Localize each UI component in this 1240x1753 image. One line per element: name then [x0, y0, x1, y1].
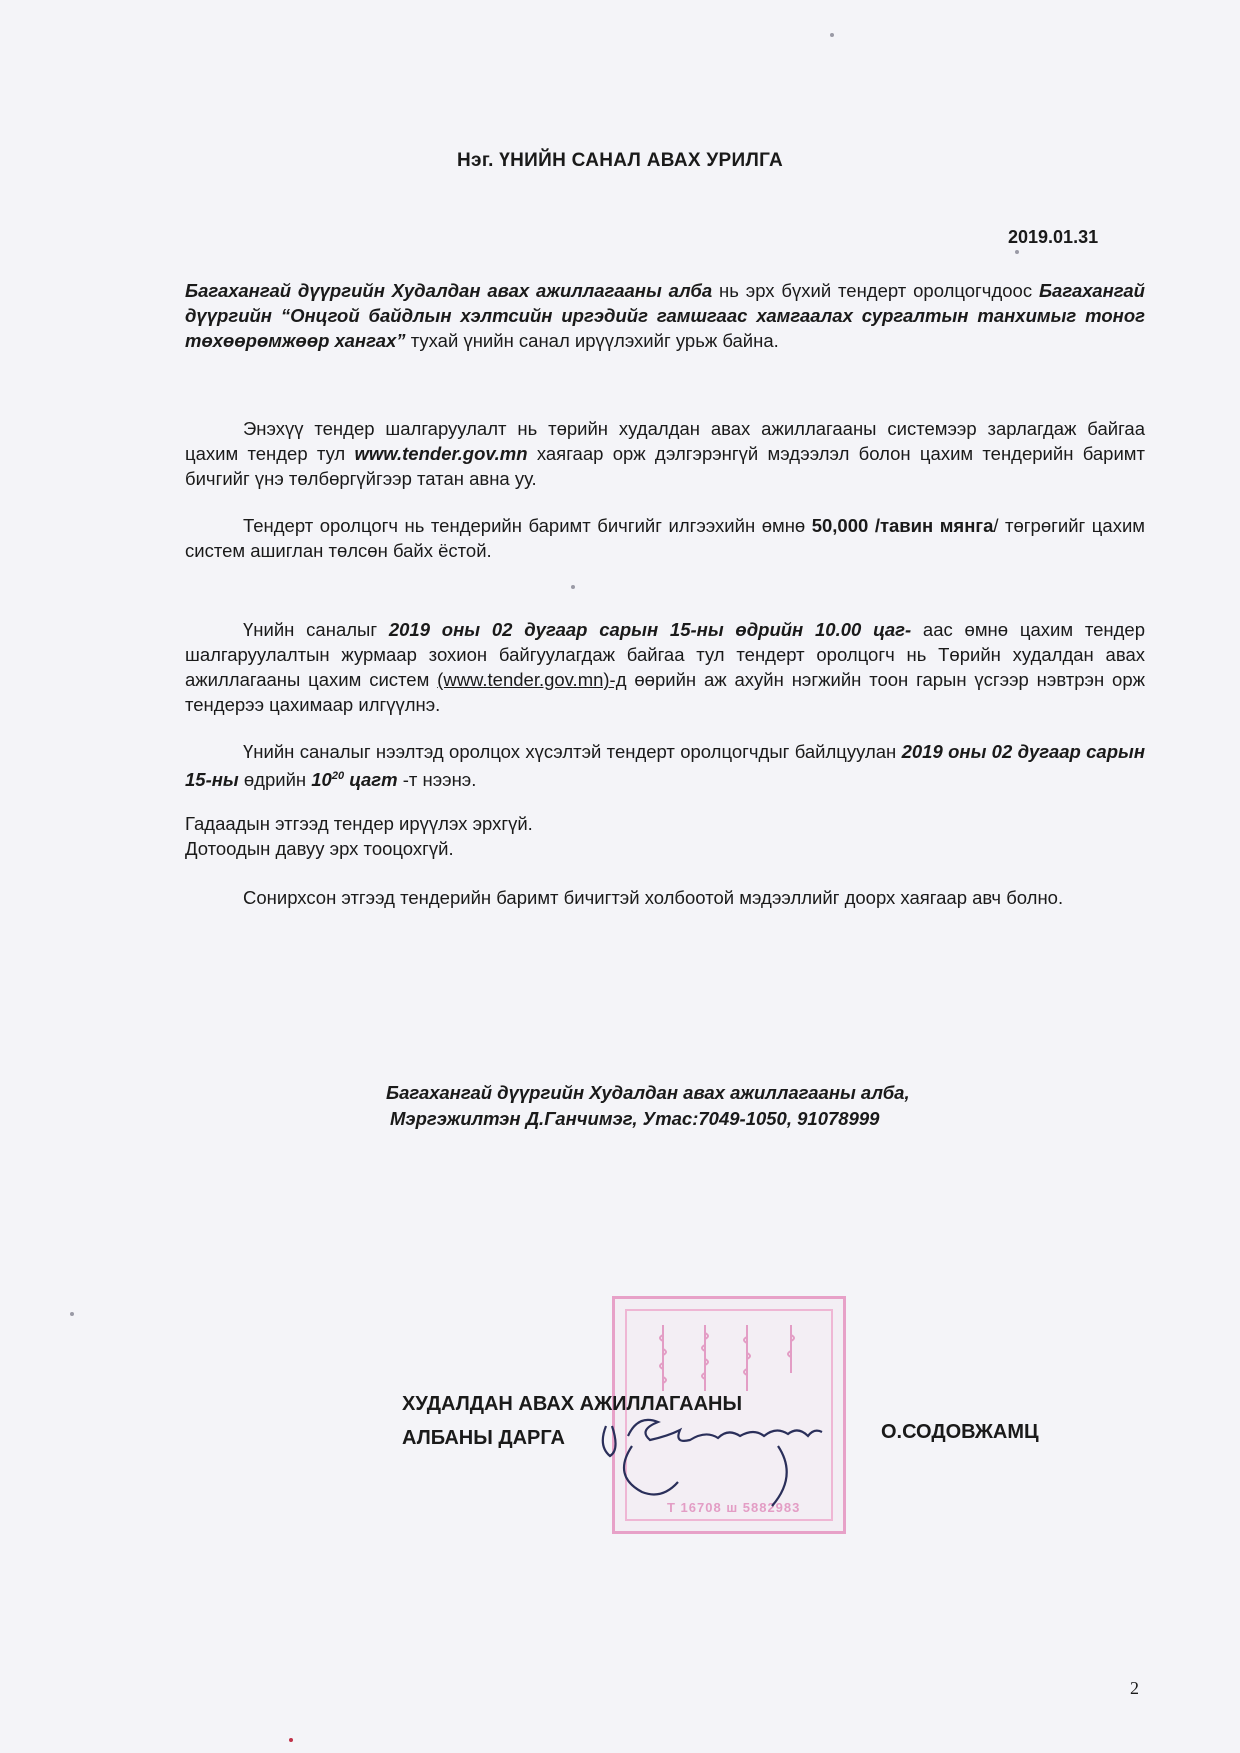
contact-person: Мэргэжилтэн Д.Ганчимэг, Утас:7049-1050, 91078999: [390, 1108, 880, 1129]
opening-paragraph: [185, 739, 1145, 792]
document-title: Нэг. ҮНИЙН САНАЛ АВАХ УРИЛГА: [457, 150, 783, 171]
contact-org: Багахангай дүүргийн Худалдан авах ажиллагааны алба,: [386, 1082, 910, 1103]
text-span: -т нээнэ.: [397, 769, 477, 791]
signatory-title-line2: АЛБАНЫ ДАРГА: [402, 1427, 565, 1449]
deadline-datetime: 2019 оны 02 дугаар сарын 15-ны өдрийн 10.00 цаг-: [388, 619, 912, 640]
scan-speck: [70, 1312, 74, 1316]
scan-speck: [1015, 250, 1019, 254]
handwritten-signature: [598, 1400, 898, 1510]
hour-suffix: цагт: [344, 769, 398, 791]
opening-hour: [311, 769, 397, 790]
hour-value: 10: [311, 769, 332, 791]
text-span: Үнийн саналыг: [243, 619, 389, 640]
text-span: хаягаар орж дэлгэрэнгүй мэдээлэл болон цахим тендерийн баримт бичгийг үнэ төлбөргүйгээр татан авна уу.: [185, 443, 1145, 489]
scan-speck: [830, 33, 834, 37]
fee-amount: 50,000 /тавин мянга: [811, 515, 994, 536]
scan-speck: [571, 585, 575, 589]
fee-paragraph: [185, 513, 1145, 563]
text-span: тухай үнийн санал ирүүлэхийг урьж байна.: [405, 330, 779, 351]
mongol-script-column: [697, 1323, 713, 1393]
page-number: 2: [1130, 1678, 1139, 1698]
mongol-script-column: [655, 1323, 671, 1393]
text-span: Үнийн саналыг нээлтэд оролцох хүсэлтэй тендерт оролцогчдыг байлцуулан: [243, 741, 902, 762]
text-span: / төгрөгийг цахим систем ашиглан төлсөн байх ёстой.: [185, 515, 1145, 561]
text-span: Тендерт оролцогч нь тендерийн баримт бичгийг илгээхийн өмнө: [243, 515, 812, 536]
document-date: 2019.01.31: [1008, 227, 1099, 247]
text-span: нь эрх бүхий тендерт оролцогчдоос: [712, 280, 1039, 301]
system-link[interactable]: (www.tender.gov.mn)-д: [437, 669, 627, 690]
text-span: Энэхүү тендер шалгаруулалт нь төрийн худалдан авах ажиллагааны системээр зарлагдаж байгаа цахим тендер тул: [185, 418, 1145, 464]
signatory-title-line1: ХУДАЛДАН АВАХ АЖИЛЛАГААНЫ: [402, 1393, 743, 1415]
project-name: Багахангай дүүргийн “Онцгой байдлын хэлтсийн иргэдийг гамшгаас хамгаалах сургалтын танхимыг тоног төхөөрөмжөөр хангах”: [185, 280, 1145, 351]
text-span: өөрийн аж ахуйн нэгжийн тоон гарын үсгээр нэвтрэн орж тендерээ цахимаар илгүүлнэ.: [185, 669, 1145, 715]
mongol-script-column: [739, 1323, 755, 1393]
mongol-script-column: [783, 1323, 799, 1393]
system-paragraph: [185, 416, 1145, 491]
text-span: аас өмнө цахим тендер шалгаруулалтын журмаар зохион байгуулагдаж байгаа тул тендерт оролцогч нь Төрийн худалдан авах ажиллагааны цахим систем: [185, 619, 1145, 690]
foreign-restriction: Гадаадын этгээд тендер ирүүлэх эрхгүй.: [185, 813, 533, 834]
stamp-registration-number: Т 16708 ш 5882983: [667, 1500, 801, 1515]
tender-website-link[interactable]: www.tender.gov.mn: [354, 443, 528, 464]
contact-block: [386, 1080, 910, 1132]
org-name: Багахангай дүүргийн Худалдан авах ажиллагааны алба: [185, 280, 713, 301]
scan-speck: [289, 1738, 293, 1742]
text-span: өдрийн: [238, 769, 312, 791]
signatory-name: О.СОДОВЖАМЦ: [881, 1421, 1039, 1443]
restrictions-paragraph: [185, 811, 1145, 861]
opening-date: 2019 оны 02 дугаар сарын 15-ны: [185, 741, 1145, 791]
minute-value: 20: [331, 770, 345, 782]
intro-paragraph: [185, 278, 1145, 353]
domestic-preference: Дотоодын давуу эрх тооцохгүй.: [185, 838, 454, 859]
deadline-paragraph: [185, 617, 1145, 717]
contact-intro-paragraph: Сонирхсон этгээд тендерийн баримт бичигтэй холбоотой мэдээллийг доорх хаягаар авч болно.: [243, 887, 1064, 908]
